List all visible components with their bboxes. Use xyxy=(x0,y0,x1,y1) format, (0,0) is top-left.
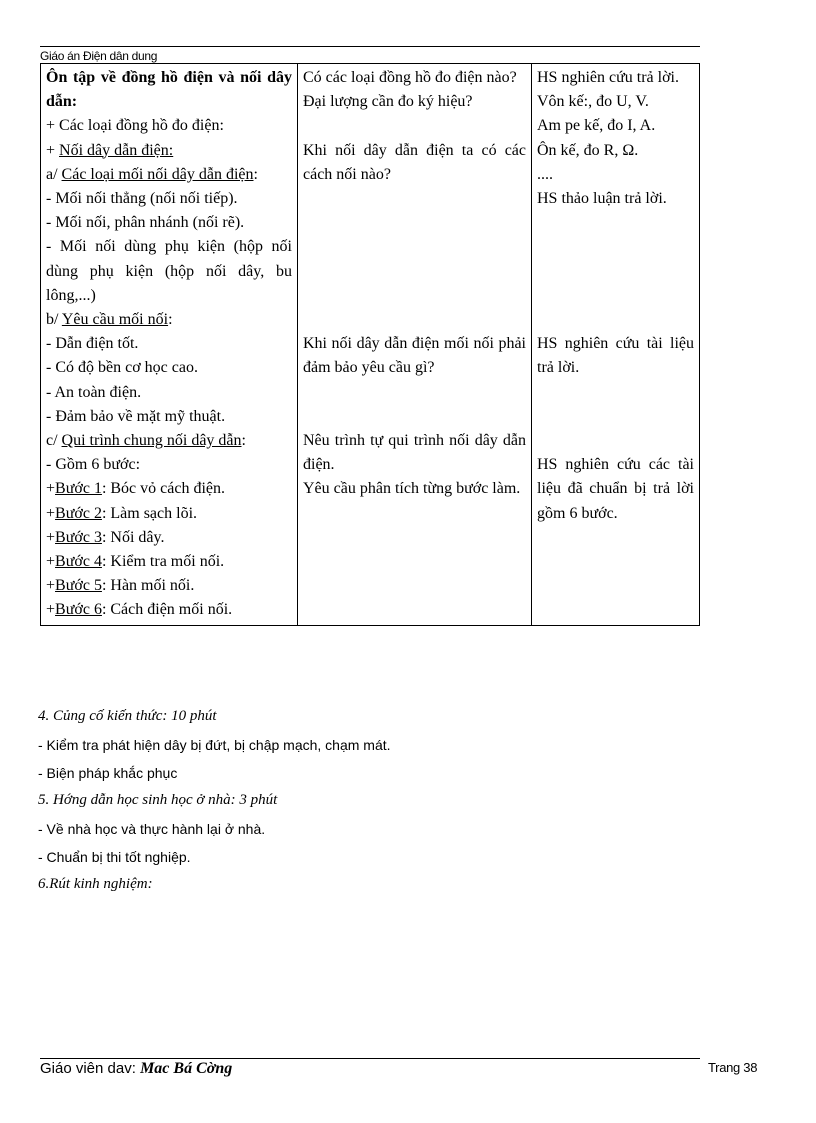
list-item: - Gồm 6 bước: xyxy=(46,456,141,474)
paragraph: - Biện pháp khắc phục xyxy=(38,765,178,781)
step-label: Bước 5 xyxy=(55,577,102,595)
subheading: Các loại mối nối dây dẫn điện xyxy=(61,165,254,183)
suffix: : xyxy=(241,432,246,450)
subheading: Yêu cầu mối nối xyxy=(61,311,169,329)
spacer xyxy=(537,211,694,332)
header-rule xyxy=(40,46,700,47)
suffix: : xyxy=(168,311,173,329)
step-item: +Bước 4: Kiểm tra mối nối. xyxy=(46,553,225,571)
step-text: : Kiểm tra mối nối. xyxy=(101,553,225,571)
section-5-heading: 5. Hớng dẫn học sinh học ở nhà: 3 phút xyxy=(38,792,278,808)
prefix: b/ xyxy=(46,311,62,329)
answer: Am pe kế, đo I, A. xyxy=(537,117,656,135)
suffix: : xyxy=(253,165,258,183)
spacer xyxy=(537,381,694,454)
list-item xyxy=(46,308,292,332)
question: Yêu cầu phân tích từng bước làm. xyxy=(303,480,521,498)
step-item: +Bước 5: Hàn mối nối. xyxy=(46,577,195,595)
answer: .... xyxy=(537,165,553,183)
teacher-name: Mac Bá Cờng xyxy=(140,1060,233,1077)
lesson-table xyxy=(40,63,700,626)
question: Có các loại đồng hồ đo điện nào? xyxy=(303,69,517,86)
answer: Ôn kế, đo R, Ω. xyxy=(537,141,639,159)
step-item: +Bước 3: Nối dây. xyxy=(46,528,165,546)
teacher-label: Giáo viên dav: xyxy=(40,1060,141,1077)
list-item: - Mối nối, phân nhánh (nối rẽ). xyxy=(46,214,245,232)
step-text: : Cách điện mối nối. xyxy=(101,601,233,619)
step-label: Bước 2 xyxy=(55,504,102,522)
page-number: Trang 38 xyxy=(708,1060,758,1075)
question: Đại lượng cần đo ký hiệu? xyxy=(303,93,473,111)
list-item: - Có độ bền cơ học cao. xyxy=(46,359,198,377)
paragraph: - Về nhà học và thực hành lại ở nhà. xyxy=(38,821,266,837)
answer: HS nghiên cứu tài liệu trả lời. xyxy=(537,335,694,377)
question: Nêu trình tự qui trình nối dây dẫn điện. xyxy=(303,431,526,473)
list-item xyxy=(46,429,292,453)
step-label: Bước 1 xyxy=(55,480,102,498)
section-6-heading: 6.Rút kinh nghiệm: xyxy=(38,876,153,892)
prefix: a/ xyxy=(46,165,62,183)
header-title: Giáo án Điện dân dung xyxy=(40,49,158,63)
answer: HS nghiên cứu trả lời. xyxy=(537,69,679,86)
footer-teacher xyxy=(40,1060,232,1078)
step-label: Bước 6 xyxy=(55,601,102,619)
step-label: Bước 4 xyxy=(55,553,102,571)
section-heading: Ôn tập về đồng hồ điện và nối dây dẫn: xyxy=(46,69,292,111)
paragraph: - Kiểm tra phát hiện dây bị đứt, bị chập mạch, chạm mát. xyxy=(38,737,391,753)
list-item: - Đảm bảo về mặt mỹ thuật. xyxy=(46,407,226,425)
table-row xyxy=(41,64,700,626)
spacer xyxy=(303,114,526,138)
footer-rule xyxy=(40,1058,700,1059)
paragraph: - Chuẩn bị thi tốt nghiệp. xyxy=(38,849,191,865)
content-column xyxy=(41,64,298,626)
step-item: +Bước 6: Cách điện mối nối. xyxy=(46,601,233,619)
list-item xyxy=(46,163,292,187)
answer: HS nghiên cứu các tài liệu đã chuẩn bị trả lời gồm 6 bước. xyxy=(537,456,694,522)
step-text: : Bóc vỏ cách điện. xyxy=(101,480,226,498)
step-text: : Làm sạch lõi. xyxy=(101,504,198,522)
question: Khi nối dây dẫn điện mối nối phải đảm bảo yêu cầu gì? xyxy=(303,335,526,377)
spacer xyxy=(303,380,526,428)
list-item: - Dẫn điện tốt. xyxy=(46,335,139,353)
section-4-heading: 4. Củng cố kiến thức: 10 phút xyxy=(38,708,217,724)
step-label: Bước 3 xyxy=(55,528,102,546)
prefix: + xyxy=(46,141,60,159)
list-item: - Mối nối thẳng (nối nối tiếp). xyxy=(46,190,238,208)
prefix: c/ xyxy=(46,432,62,450)
subheading: Nối dây dẫn điện: xyxy=(59,141,174,159)
step-text: : Nối dây. xyxy=(101,528,165,546)
teacher-column xyxy=(298,64,532,626)
spacer xyxy=(303,187,526,332)
list-item: - Mối nối dùng phụ kiện (hộp nối dùng phụ kiện (hộp nối dây, bu lông,...) xyxy=(46,238,292,304)
question: Khi nối dây dẫn điện ta có các cách nối nào? xyxy=(303,141,526,183)
list-item xyxy=(46,139,292,163)
list-item: - An toàn điện. xyxy=(46,383,142,401)
answer: Vôn kế:, đo U, V. xyxy=(537,93,649,111)
step-item: +Bước 1: Bóc vỏ cách điện. xyxy=(46,480,226,498)
list-item: + Các loại đồng hồ đo điện: xyxy=(46,117,224,135)
answer: HS thảo luận trả lời. xyxy=(537,190,667,208)
step-item: +Bước 2: Làm sạch lõi. xyxy=(46,504,198,522)
student-column xyxy=(532,64,700,626)
step-text: : Hàn mối nối. xyxy=(101,577,195,595)
subheading: Qui trình chung nối dây dẫn xyxy=(61,432,242,450)
